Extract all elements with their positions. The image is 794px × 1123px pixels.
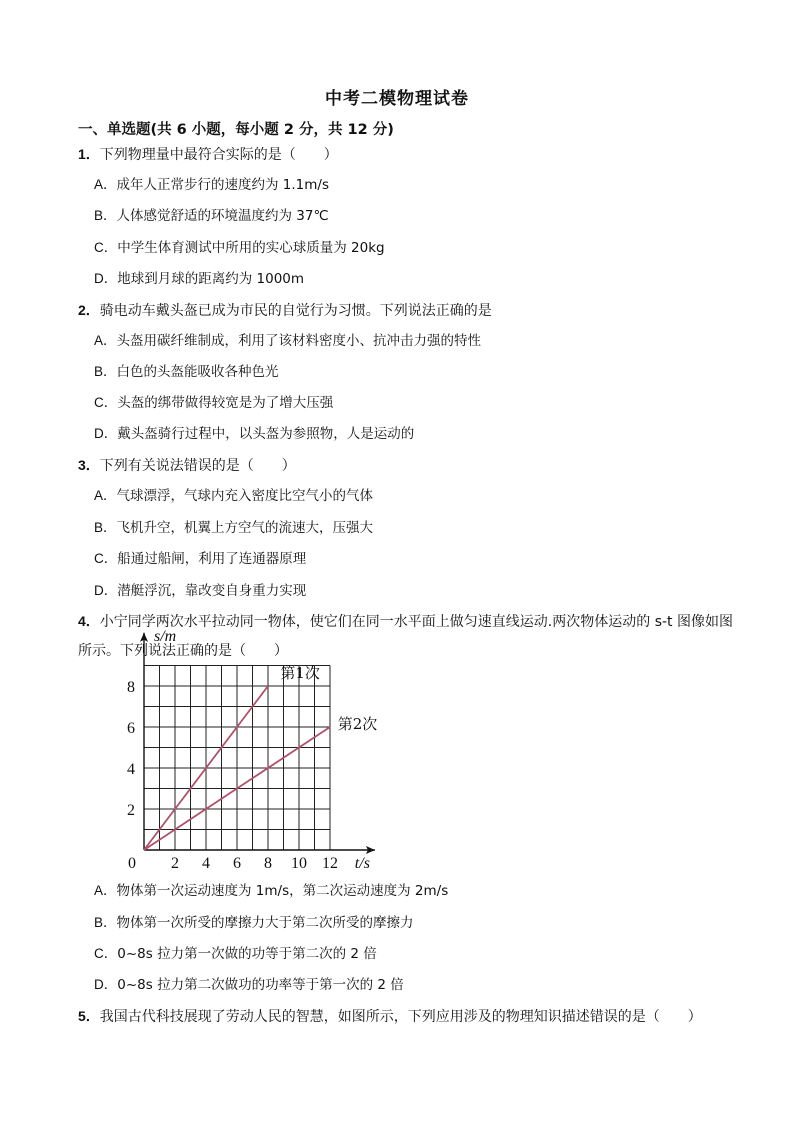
option-letter: D． (94, 583, 118, 598)
option-letter: A． (94, 177, 117, 192)
question-5-stem (78, 1003, 702, 1030)
option-letter: B． (94, 915, 117, 930)
option-text: 头盔用碳纤维制成，利用了该材料密度小、抗冲击力强的特性 (116, 333, 482, 349)
question-1-stem (78, 141, 338, 168)
option-text: 气球漂浮，气球内充入密度比空气小的气体 (116, 488, 374, 504)
question-2-option-d (94, 423, 414, 445)
question-2-option-c (94, 392, 333, 414)
option-letter: B． (94, 208, 117, 223)
question-3-option-a (94, 485, 373, 507)
page-title: 中考二模物理试卷 (325, 89, 469, 109)
option-letter: C． (94, 551, 118, 566)
option-text: 成年人正常步行的速度约为 1.1m/s (116, 177, 330, 193)
option-letter: C． (94, 946, 118, 961)
question-1-option-d (94, 268, 304, 290)
question-2-stem (78, 297, 492, 324)
option-text: 物体第一次所受的摩擦力大于第二次所受的摩擦力 (116, 915, 414, 931)
question-3-stem (78, 452, 296, 479)
option-letter: A． (94, 488, 117, 503)
y-tick-label: 8 (127, 679, 135, 696)
option-letter: A． (94, 883, 117, 898)
s-t-graph (120, 627, 400, 872)
question-1-option-b (94, 205, 329, 227)
question-number: 4． (78, 613, 100, 629)
option-text: 飞机升空，机翼上方空气的流速大，压强大 (116, 520, 374, 536)
x-tick-label: 0 (128, 855, 136, 872)
question-text: 下列有关说法错误的是（ ） (99, 458, 296, 474)
option-letter: C． (94, 395, 118, 410)
question-2-option-b (94, 361, 279, 383)
y-tick-label: 2 (127, 802, 135, 819)
option-text: 白色的头盔能吸收各种色光 (116, 364, 279, 380)
question-3-option-d (94, 580, 306, 602)
question-4-option-a (94, 880, 448, 902)
option-letter: D． (94, 977, 118, 992)
option-text: 船通过船闸，利用了连通器原理 (117, 551, 307, 567)
option-letter: B． (94, 520, 117, 535)
question-1-option-c (94, 237, 385, 259)
question-text: 下列物理量中最符合实际的是（ ） (99, 147, 338, 163)
x-tick-label: 10 (291, 855, 307, 872)
option-text: 0~8s 拉力第一次做的功等于第二次的 2 倍 (117, 946, 377, 962)
series-label: 第2次 (337, 715, 378, 733)
question-number: 1． (78, 146, 100, 162)
question-4-option-b (94, 912, 414, 934)
question-number: 3． (78, 457, 100, 473)
x-tick-label: 8 (264, 855, 272, 872)
question-2-option-a (94, 330, 481, 352)
option-text: 人体感觉舒适的环境温度约为 37℃ (116, 208, 329, 224)
option-text: 中学生体育测试中所用的实心球质量为 20kg (117, 240, 385, 256)
series-label: 第1次 (280, 663, 320, 682)
x-tick-label: 4 (202, 855, 210, 872)
y-tick-label: 6 (127, 720, 135, 737)
option-text: 戴头盔骑行过程中，以头盔为参照物，人是运动的 (117, 426, 415, 442)
option-letter: D． (94, 426, 118, 441)
option-text: 地球到月球的距离约为 1000m (117, 271, 305, 287)
question-number: 5． (78, 1008, 100, 1024)
y-axis-label: s/m (154, 627, 177, 645)
option-letter: C． (94, 240, 118, 255)
x-tick-label: 6 (233, 855, 241, 872)
option-letter: A． (94, 333, 117, 348)
question-3-option-c (94, 548, 306, 570)
option-text: 潜艇浮沉，靠改变自身重力实现 (117, 583, 307, 599)
option-letter: B． (94, 364, 117, 379)
option-text: 头盔的绑带做得较宽是为了增大压强 (117, 395, 334, 411)
question-text: 骑电动车戴头盔已成为市民的自觉行为习惯。下列说法正确的是 (99, 303, 492, 319)
question-text: 小宁同学两次水平拉动同一物体，使它们在同一水平面上做匀速直线运动.两次物体运动的 s-t 图像如图所示。下列说法正确的是（ ） (78, 614, 733, 659)
question-4-option-c (94, 943, 377, 965)
question-4-option-d (94, 974, 404, 996)
section-heading: 一、单选题(共 6 小题，每小题 2 分，共 12 分) (78, 122, 394, 138)
question-1-option-a (94, 174, 329, 196)
question-number: 2． (78, 302, 100, 318)
question-3-option-b (94, 517, 373, 539)
x-tick-label: 12 (322, 855, 338, 872)
x-axis-label: t/s (354, 855, 370, 872)
y-tick-label: 4 (127, 761, 135, 778)
option-letter: D． (94, 271, 118, 286)
option-text: 0~8s 拉力第二次做功的功率等于第一次的 2 倍 (117, 977, 404, 993)
x-tick-label: 2 (171, 855, 179, 872)
question-4-stem (78, 607, 738, 666)
question-text: 我国古代科技展现了劳动人民的智慧，如图所示，下列应用涉及的物理知识描述错误的是（ ） (99, 1009, 702, 1025)
option-text: 物体第一次运动速度为 1m/s，第二次运动速度为 2m/s (116, 883, 449, 899)
